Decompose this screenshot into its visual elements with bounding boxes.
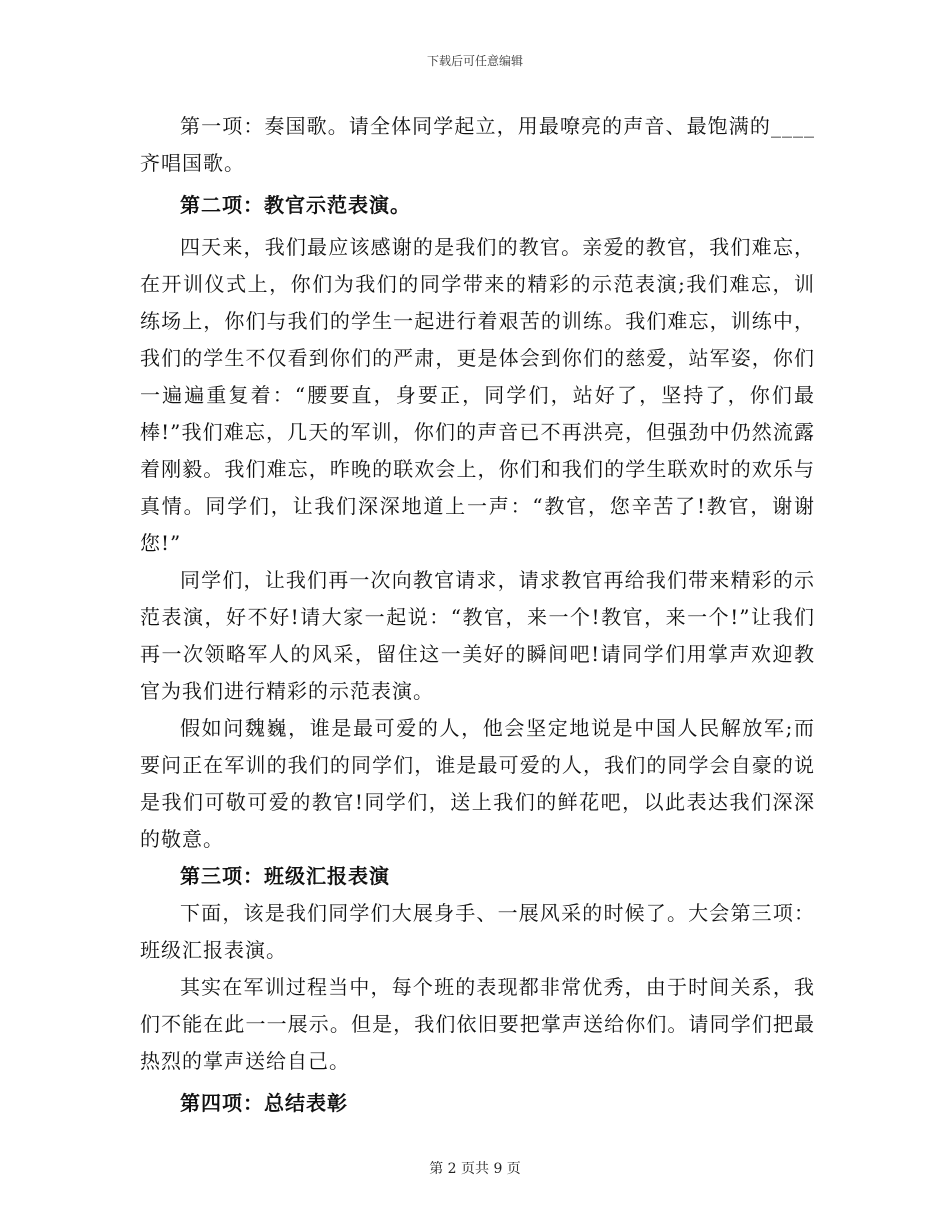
paragraph-applause: 其实在军训过程当中，每个班的表现都非常优秀，由于时间关系，我们不能在此一一展示。但是，我们依旧要把掌声送给你们。请同学们把最热烈的掌声送给自己。 [140,975,815,1073]
paragraph-request-demo: 同学们，让我们再一次向教官请求，请求教官再给我们带来精彩的示范表演，好不好!请大家一起说：“教官，来一个!教官，来一个!”让我们再一次领略军人的风采，留住这一美好的瞬间吧!请同学们用掌声欢迎教官为我们进行精彩的示范表演。 [140,568,815,703]
page-number: 第 2 页共 9 页 [429,1161,521,1177]
section-heading-class-performance: 第三项：班级汇报表演 [180,864,390,888]
paragraph-national-anthem: 第一项：奏国歌。请全体同学起立，用最嘹亮的声音、最饱满的____齐唱国歌。 [140,114,815,175]
page-header: 下载后可任意编辑 [426,54,523,68]
document-body [140,108,815,1122]
section-heading-instructor-demo: 第二项：教官示范表演。 [180,193,411,217]
section-heading-summary-awards: 第四项：总结表彰 [180,1091,348,1115]
paragraph-thanks-instructors: 四天来，我们最应该感谢的是我们的教官。亲爱的教官，我们难忘，在开训仪式上，你们为我们的同学带来的精彩的示范表演;我们难忘，训练场上，你们与我们的学生一起进行着艰苦的训练。我们难忘，训练中，我们的学生不仅看到你们的严肃，更是体会到你们的慈爱，站军姿，你们一遍遍重复着：“腰要直，身要正，同学们，站好了，坚持了，你们最棒!”我们难忘，几天的军训，你们的声音已不再洪亮，但强劲中仍然流露着刚毅。我们难忘，昨晚的联欢会上，你们和我们的学生联欢时的欢乐与真情。同学们，让我们深深地道上一声：“教官，您辛苦了!教官，谢谢您!” [140,235,815,555]
paragraph-class-performance-intro: 下面，该是我们同学们大展身手、一展风采的时候了。大会第三项：班级汇报表演。 [140,901,815,962]
paragraph-loveliest-people: 假如问魏巍，谁是最可爱的人，他会坚定地说是中国人民解放军;而要问正在军训的我们的同学们，谁是最可爱的人，我们的同学会自豪的说是我们可敬可爱的教官!同学们，送上我们的鲜花吧，以此表达我们深深的敬意。 [140,716,815,851]
